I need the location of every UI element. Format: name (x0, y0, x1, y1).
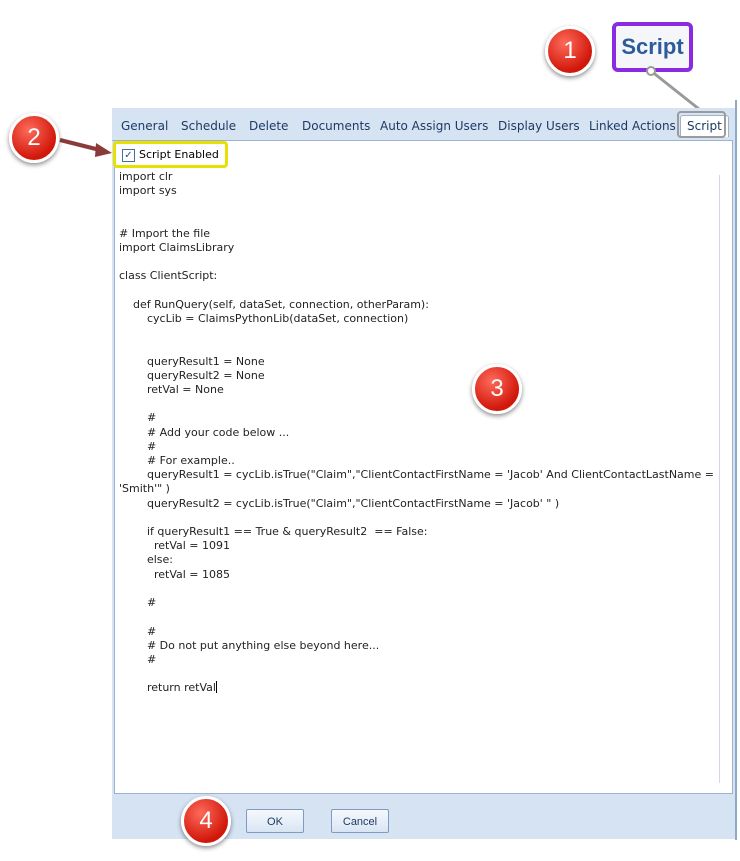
arrow-to-checkbox (60, 140, 100, 150)
script-enabled-highlight (113, 141, 228, 168)
editor-right-rule (719, 175, 720, 783)
tab-documents[interactable]: Documents (302, 119, 371, 133)
script-enabled-checkbox[interactable]: ✓ (122, 149, 135, 162)
zoom-connector-dot (647, 67, 655, 75)
zoom-connector-line (651, 71, 704, 113)
tab-display-users[interactable]: Display Users (498, 119, 580, 133)
script-code-editor[interactable] (119, 170, 719, 780)
tab-strip (112, 112, 733, 141)
callout-badge-1: 1 (545, 26, 595, 76)
callout-badge-2: 2 (9, 113, 59, 163)
tab-script[interactable]: Script (680, 115, 729, 137)
callout-badge-4: 4 (181, 796, 231, 846)
script-enabled-label[interactable]: Script Enabled (139, 148, 219, 161)
arrow-head (95, 143, 112, 157)
tab-delete[interactable]: Delete (249, 119, 289, 133)
text-caret (216, 681, 217, 693)
ok-button[interactable]: OK (246, 809, 304, 833)
cancel-button[interactable]: Cancel (331, 809, 389, 833)
script-tab-highlight (677, 111, 726, 138)
tab-general[interactable]: General (121, 119, 169, 133)
callout-badge-3: 3 (472, 364, 522, 414)
zoomed-script-label: Script (621, 34, 684, 59)
tab-schedule[interactable]: Schedule (181, 119, 237, 133)
window-border (735, 100, 737, 840)
tab-linked-actions[interactable]: Linked Actions (589, 119, 676, 133)
script-code-text: import clr import sys # Import the file import ClaimsLibrary class ClientScript: def RunQuery(self, dataSet, connection, otherParam): cycLib = ClaimsPythonLib(dataSet, connection) queryResult1 = None queryResult2 = None retVal = None # # Add your code below ... # # For example.. queryResult1 = cycLib.isTrue("Claim","ClientContactFirstName = 'Jacob' And ClientContactLastName = 'Smith'" ) queryResult2 = cycLib.isTrue("Claim","ClientContactFirstName = 'Jacob' " ) if queryResult1 == True & queryResult2 == False: retVal = 1091 else: retVal = 1085 # # # Do not put anything else beyond here... # return retVal (119, 170, 714, 695)
tab-auto-assign-users[interactable]: Auto Assign Users (380, 119, 489, 133)
